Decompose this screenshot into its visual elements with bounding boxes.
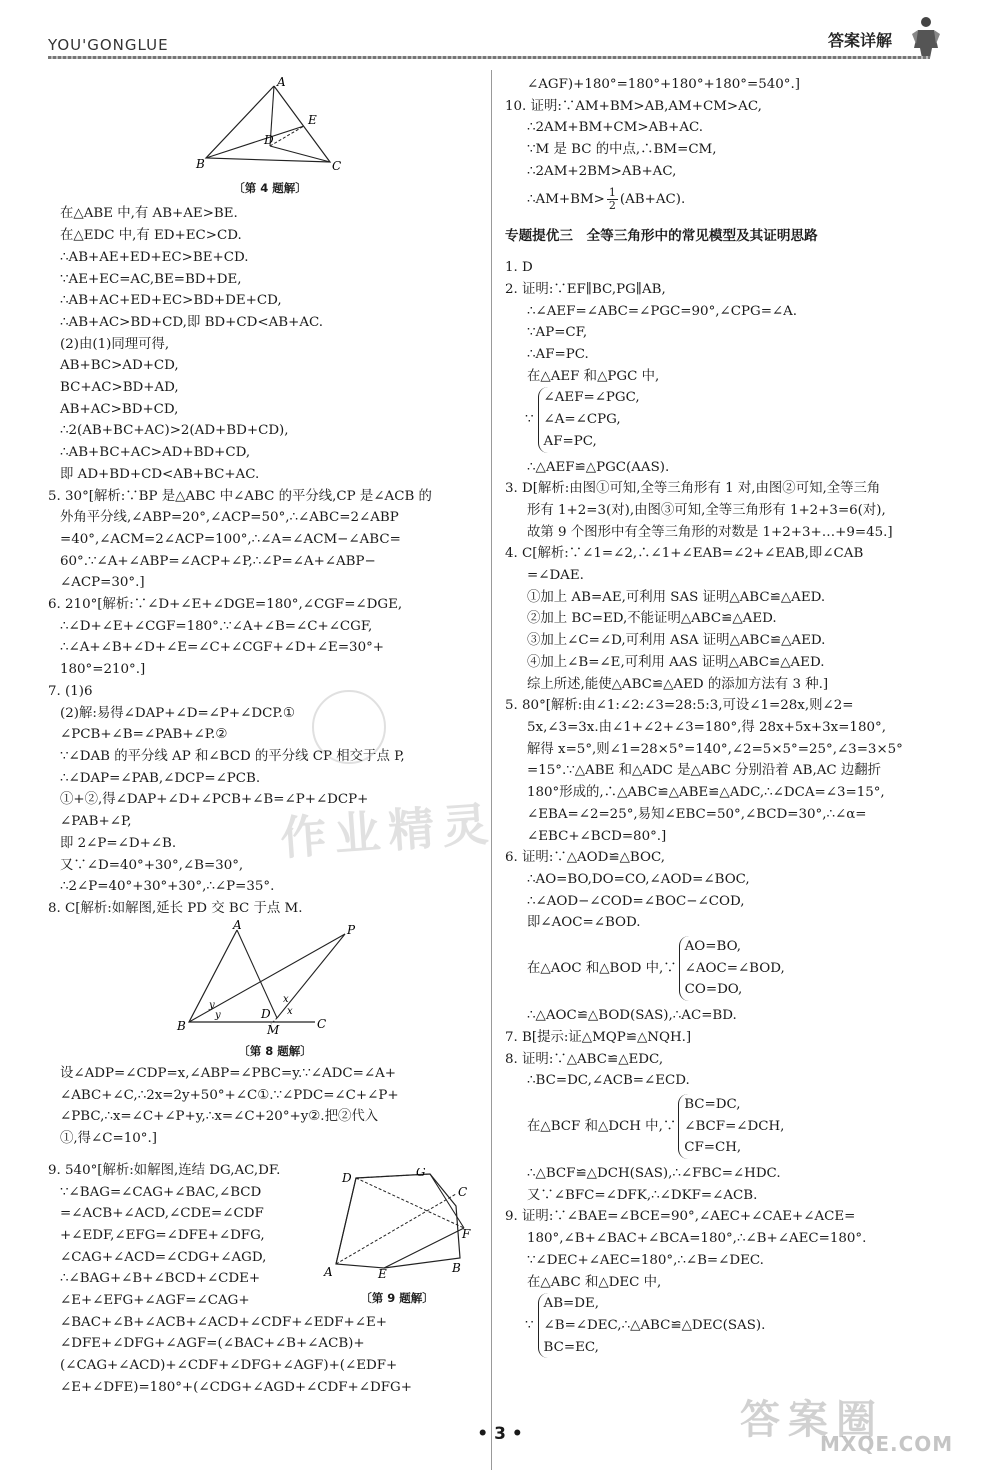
brace-line: ∠B=∠DEC,∴△ABC≌△DEC(SAS). <box>543 1317 766 1333</box>
fraction-before: ∴AM+BM> <box>527 191 605 207</box>
mascot-icon <box>904 14 948 58</box>
text-line: 5x,∠3=3x.由∠1+∠2+∠3=180°,得 28x+5x+3x=180°, <box>527 719 886 735</box>
fig4-label-c: C <box>332 159 342 170</box>
fig8-label-d: D <box>261 1006 271 1021</box>
text-line: ∠PBC,∴x=∠C+∠P+y,∴x=∠C+20°+y②.把②代入 <box>60 1109 379 1125</box>
text-line: AB+BC>AD+CD, <box>60 358 179 374</box>
text-line: 180°,∠B+∠BAC+∠BCA=180°,∴∠B+∠AEC=180°. <box>527 1231 867 1247</box>
text-line: ∠ABC+∠C,∴2x=2y+50°+∠C①.∵∠PDC=∠C+∠P+ <box>60 1087 399 1103</box>
text-line: ∴△BCF≌△DCH(SAS),∴∠FBC=∠HDC. <box>527 1166 781 1182</box>
text-line: 180°=210°.] <box>60 662 146 678</box>
brace-lines <box>679 936 785 1001</box>
text-line: 在△ABE 中,有 AB+AE>BE. <box>60 206 238 222</box>
fig8-label-c: C <box>317 1016 327 1031</box>
text-line: =40°,∠ACM=2∠ACP=100°,∴∠A=∠ACM−∠ABC= <box>60 531 401 547</box>
brace-line: AF=PC, <box>543 433 597 449</box>
brace-lines <box>538 1293 766 1358</box>
fig8-label-b: B <box>177 1018 186 1033</box>
text-line: ∴∠DAP=∠PAB,∠DCP=∠PCB. <box>60 770 261 786</box>
fig9-label-e: E <box>378 1266 387 1280</box>
watermark-text: 作业精灵 <box>278 796 498 866</box>
figure-4-caption: 〔 第 4 题解 〕 <box>140 178 400 200</box>
text-line: 即 AD+BD+CD<AB+BC+AC. <box>60 466 260 482</box>
text-line: ∴2AM+BM+CM>AB+AC. <box>527 120 704 136</box>
brace-line: ∠AOC=∠BOD, <box>684 960 785 976</box>
brace-lines <box>538 387 640 452</box>
brace-lead: 在△AOC 和△BOD 中,∵ <box>527 960 677 976</box>
text-line: ∴∠BAG+∠B+∠BCD+∠CDE+ <box>60 1271 261 1287</box>
text-line: ①,得∠C=10°.] <box>60 1131 157 1147</box>
text-line: 综上所述,能使△ABC≌△AED 的添加方法有 3 种.] <box>527 676 829 692</box>
fig9-label-f: F <box>462 1226 471 1241</box>
text-line: ∠CAG+∠ACD=∠CDG+∠AGD, <box>60 1249 267 1265</box>
text-line: ∴∠AEF=∠ABC=∠PGC=90°,∠CPG=∠A. <box>527 303 798 319</box>
answer-4: 4. C[解析:∵∠1=∠2,∴∠1+∠EAB=∠2+∠EAB,即∠CAB <box>505 546 864 562</box>
text-line: 60°.∵∠A+∠ABP=∠ACP+∠P,∴∠P=∠A+∠ABP− <box>60 553 376 569</box>
column-divider <box>491 70 492 1470</box>
brace-system-1 <box>505 387 950 452</box>
text-line: 在△AEF 和△PGC 中, <box>527 368 660 384</box>
text-line: ∵AE+EC=AC,BE=BD+DE, <box>60 271 242 287</box>
text-line: ∵∠DEC+∠AEC=180°,∴∠B=∠DEC. <box>527 1252 764 1268</box>
text-line: ∴2AM+2BM>AB+AC, <box>527 163 677 179</box>
brace-line: BC=DC, <box>684 1096 741 1112</box>
brace-system-2 <box>505 936 950 1001</box>
stamp-watermark <box>312 690 386 764</box>
answer-9-block <box>48 1160 480 1399</box>
section-title: 专题提优三 全等三角形中的常见模型及其证明思路 <box>505 227 818 244</box>
fig8-label-x1: x <box>283 993 289 1005</box>
answer-5: 5. 80°[解析:由∠1:∠2:∠3=28:5:3,可设∠1=28x,则∠2= <box>505 698 854 714</box>
watermark-url: MXQE.COM <box>820 1432 954 1456</box>
brace-line: BC=EC, <box>543 1339 599 1355</box>
text-line: BC+AC>BD+AD, <box>60 380 179 396</box>
text-line: ∠DFE+∠DFG+∠AGF=(∠BAC+∠B+∠ACB)+ <box>60 1336 365 1352</box>
text-line: 解得 x=5°,则∠1=28×5°=140°,∠2=5×5°=25°,∠3=3×5° <box>527 741 903 757</box>
text-line: ①加上 AB=AE,可利用 SAS 证明△ABC≌△AED. <box>527 589 826 605</box>
text-line: ∠PAB+∠P, <box>60 814 132 830</box>
text-line: ∵∠DAB 的平分线 AP 和∠BCD 的平分线 CP 相交于点 P, <box>60 748 405 764</box>
text-line: +∠EDF,∠EFG=∠DFE+∠DFG, <box>60 1227 265 1243</box>
answer-6: 6. 210°[解析:∵∠D+∠E+∠DGE=180°,∠CGF=∠DGE, <box>48 597 403 613</box>
fig4-label-b: B <box>196 157 205 170</box>
answer-9: 9. 证明:∵∠BAE=∠BCE=90°,∠AEC+∠CAE+∠ACE= <box>505 1209 856 1225</box>
text-line: ∴AB+AE+ED+EC>BE+CD. <box>60 249 249 265</box>
text-line: ∵∠BAG=∠CAG+∠BAC,∠BCD <box>60 1184 262 1200</box>
text-line: 故第 9 个图形中有全等三角形的对数是 1+2+3+…+9=45.] <box>527 524 893 540</box>
text-line: ∠PCB+∠B=∠PAB+∠P.② <box>60 727 228 743</box>
figure-8 <box>175 920 375 1063</box>
text-line: 又∵∠BFC=∠DFK,∴∠DKF=∠ACB. <box>527 1187 758 1203</box>
page-header <box>0 0 1000 60</box>
text-line: ∠E+∠EFG+∠AGF=∠CAG+ <box>60 1293 250 1309</box>
text-line: ∠AGF)+180°=180°+180°+180°=540°.] <box>527 77 800 92</box>
text-line: 设∠ADP=∠CDP=x,∠ABP=∠PBC=y.∵∠ADC=∠A+ <box>60 1066 396 1082</box>
header-title: 答案详解 <box>827 31 892 50</box>
text-line: 180°形成的,∴△ABC≌△ABE≌△ADC,∴∠DCA=∠3=15°, <box>527 785 885 801</box>
watermark-logo: 答案圈 <box>740 1397 884 1443</box>
text-line: (2)由(1)同理可得, <box>60 336 170 352</box>
fig4-label-d: D <box>264 133 274 147</box>
answer-2: 2. 证明:∵EF∥BC,PG∥AB, <box>505 281 666 297</box>
answer-7: 7. B[提示:证△MQP≌△NQH.] <box>505 1029 692 1045</box>
brace-line: ∠A=∠CPG, <box>543 412 621 428</box>
figure-8-caption: 〔 第 8 题解 〕 <box>175 1041 375 1063</box>
brace-lines <box>678 1094 784 1159</box>
text-line: ∠ACP=30°.] <box>60 575 145 591</box>
text-line: ∵AP=CF, <box>527 325 588 341</box>
text-line: ∠EBC+∠BCD=80°.] <box>527 828 667 844</box>
fraction-denominator: 2 <box>608 198 616 212</box>
left-text-b <box>60 1063 480 1150</box>
text-line: ∴AB+BC+AC>AD+BD+CD, <box>60 445 251 461</box>
answer-6: 6. 证明:∵△AOD≌△BOC, <box>505 850 666 866</box>
fig8-label-m: M <box>267 1022 280 1034</box>
answer-10: 10. 证明:∵AM+BM>AB,AM+CM>AC, <box>505 98 762 114</box>
text-line: ∠E+∠DFE)=180°+(∠CDG+∠AGD+∠CDF+∠DFG+ <box>60 1379 412 1395</box>
text-line: ∴△AOC≌△BOD(SAS),∴AC=BD. <box>527 1008 737 1024</box>
text-line: ∴BC=DC,∠ACB=∠ECD. <box>527 1073 690 1089</box>
text-line: ④加上∠B=∠E,可利用 AAS 证明△ABC≌△AED. <box>527 654 825 670</box>
text-line: =15°.∵△ABE 和△ADC 是△ABC 分别沿着 AB,AC 边翻折 <box>527 763 882 779</box>
text-line: ∴AF=PC. <box>527 347 589 363</box>
right-column <box>505 74 950 1358</box>
fig9-label-c: C <box>458 1184 468 1199</box>
text-line: 外角平分线,∠ABP=20°,∠ACP=50°,∴∠ABC=2∠ABP <box>60 510 399 526</box>
fig4-label-e: E <box>308 113 317 127</box>
text-line: ①+②,得∠DAP+∠D+∠PCB+∠B=∠P+∠DCP+ <box>60 792 369 808</box>
answer-9: 9. 540°[解析:如解图,连结 DG,AC,DF. <box>48 1162 281 1178</box>
text-line: =∠DAE. <box>527 568 584 584</box>
fig8-label-p: P <box>347 922 356 937</box>
figure-4 <box>140 74 400 199</box>
text-line: ∴AB+AC+ED+EC>BD+DE+CD, <box>60 293 282 309</box>
text-line: ②加上 BC=ED,不能证明△ABC≌△AED. <box>527 611 777 627</box>
text-line: ∵M 是 BC 的中点,∴BM=CM, <box>527 142 717 158</box>
figure-9 <box>322 1168 472 1309</box>
fig8-label-a: A <box>233 919 242 932</box>
brace-line: AB=DE, <box>543 1296 600 1312</box>
answer-5: 5. 30°[解析:∵BP 是△ABC 中∠ABC 的平分线,CP 是∠ACB 的 <box>48 488 432 504</box>
brand-text: YOU'GONGLUE <box>48 36 169 54</box>
text-line: AB+AC>BD+CD, <box>60 401 179 417</box>
answer-8: 8. C[解析:如解图,延长 PD 交 BC 于点 M. <box>48 900 303 916</box>
because-symbol: ∵ <box>525 1317 534 1333</box>
text-line: 即 2∠P=∠D+∠B. <box>60 835 177 851</box>
text-line: ∠EBA=∠2=25°,易知∠EBC=50°,∠BCD=30°,∴∠α= <box>527 806 867 822</box>
text-line: ∴△AEF≌△PGC(AAS). <box>527 459 670 475</box>
fraction-after: (AB+AC). <box>619 191 686 207</box>
fig8-label-y2: y <box>215 1009 221 1021</box>
text-line: ③加上∠C=∠D,可利用 ASA 证明△ABC≌△AED. <box>527 633 826 649</box>
text-line: ∠BAC+∠B+∠ACB+∠ACD+∠CDF+∠EDF+∠E+ <box>60 1314 387 1330</box>
fig8-label-x2: x <box>287 1005 293 1017</box>
fraction-line <box>505 187 950 212</box>
text-line: 在△ABC 和△DEC 中, <box>527 1274 662 1290</box>
text-line: ∴AO=BO,DO=CO,∠AOD=∠BOC, <box>527 871 750 887</box>
text-line: ∴∠A+∠B+∠D+∠E=∠C+∠CGF+∠D+∠E=30°+ <box>60 640 385 656</box>
fig9-label-b: B <box>452 1260 461 1275</box>
text-line: ∴∠D+∠E+∠CGF=180°.∵∠A+∠B=∠C+∠CGF, <box>60 618 373 634</box>
text-line: ∴2∠P=40°+30°+30°,∴∠P=35°. <box>60 879 275 895</box>
answer-3: 3. D[解析:由图①可知,全等三角形有 1 对,由图②可知,全等三角 <box>505 481 881 497</box>
text-line: ∴2(AB+BC+AC)>2(AD+BD+CD), <box>60 423 289 439</box>
figure-8-diagram <box>175 920 375 1034</box>
brace-line: AO=BO, <box>684 939 742 955</box>
text-line: (∠CAG+∠ACD)+∠CDF+∠DFG+∠AGF)+(∠EDF+ <box>60 1358 398 1374</box>
answer-7: 7. (1)6 <box>48 683 93 699</box>
left-column <box>48 74 480 1399</box>
fig9-label-d: D <box>342 1170 352 1185</box>
page-number: • 3 • <box>477 1424 523 1444</box>
fraction-half <box>607 187 618 212</box>
text-line: 即∠AOC=∠BOD. <box>527 915 641 931</box>
fig9-label-g: G <box>416 1167 426 1179</box>
text-line: 又∵∠D=40°+30°,∠B=30°, <box>60 857 244 873</box>
header-rule <box>48 56 930 59</box>
answer-1: 1. D <box>505 260 533 276</box>
fraction-numerator: 1 <box>608 185 616 199</box>
brace-line: ∠AEF=∠PGC, <box>543 390 640 406</box>
brace-system-3 <box>505 1094 950 1159</box>
figure-9-diagram <box>322 1168 472 1280</box>
text-line: ∴∠AOD−∠COD=∠BOC−∠COD, <box>527 893 745 909</box>
figure-4-diagram <box>140 74 400 170</box>
fig8-label-y1: y <box>209 999 215 1011</box>
because-symbol: ∵ <box>525 412 534 428</box>
fig9-label-a: A <box>324 1264 333 1279</box>
brace-line: CO=DO, <box>684 982 743 998</box>
brace-line: ∠BCF=∠DCH, <box>684 1118 785 1134</box>
fig4-label-a: A <box>277 75 286 89</box>
brace-lead: 在△BCF 和△DCH 中,∵ <box>527 1118 677 1134</box>
text-line: 形有 1+2=3(对),由图③可知,全等三角形有 1+2+3=6(对), <box>527 502 886 518</box>
figure-9-caption: 〔 第 9 题解 〕 <box>322 1288 472 1310</box>
text-line: =∠ACB+∠ACD,∠CDE=∠CDF <box>60 1206 264 1222</box>
text-line: ∴AB+AC>BD+CD,即 BD+CD<AB+AC. <box>60 314 324 330</box>
answer-8: 8. 证明:∵△ABC≌△EDC, <box>505 1051 664 1067</box>
text-line: (2)解:易得∠DAP+∠D=∠P+∠DCP.① <box>60 705 295 721</box>
brace-system-4 <box>505 1293 950 1358</box>
brace-line: CF=CH, <box>684 1140 742 1156</box>
text-line: 在△EDC 中,有 ED+EC>CD. <box>60 228 242 244</box>
